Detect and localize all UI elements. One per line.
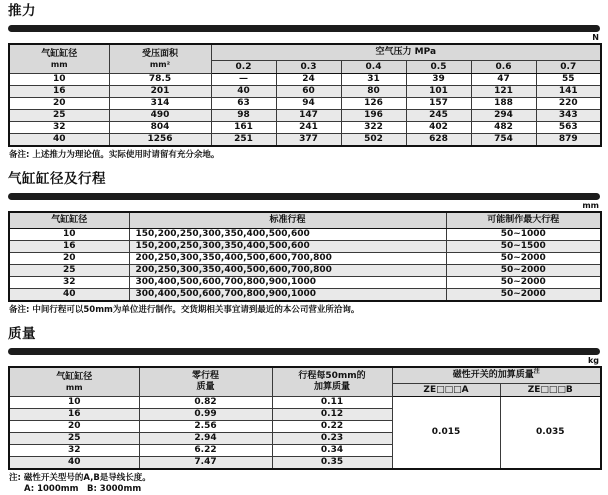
column-header-pressure-0-3: 0.3 <box>276 61 341 74</box>
bore-cell: 32 <box>9 277 129 289</box>
table-row <box>9 229 601 241</box>
header-row <box>9 212 601 229</box>
cell: 7.47 <box>139 457 272 470</box>
cell: 314 <box>109 98 211 110</box>
cell: 50~2000 <box>446 289 601 302</box>
cell: 0.35 <box>272 457 392 470</box>
unit-label-mm: mm <box>582 201 599 210</box>
bore-cell: 40 <box>9 289 129 302</box>
section-thrust <box>8 3 600 161</box>
cell: 251 <box>211 134 276 147</box>
column-header-area-label: 受压面积 <box>141 48 178 59</box>
mass-note-line2: A: 1000mm B: 3000mm <box>24 484 142 494</box>
section-stroke <box>8 171 600 316</box>
cell: 50~2000 <box>446 265 601 277</box>
column-header-bore-label: 气缸缸径 <box>56 371 93 382</box>
bore-cell: 20 <box>9 98 109 110</box>
column-header-switch-b: ZE□□□B <box>500 384 601 397</box>
cell: 402 <box>406 122 471 134</box>
column-header-switch-group <box>392 367 601 384</box>
cell: 2.94 <box>139 433 272 445</box>
table-row <box>9 134 601 147</box>
section-title-mass: 质量 <box>8 326 36 342</box>
column-header-area <box>109 44 211 74</box>
cell: 6.22 <box>139 445 272 457</box>
unit-label-kg: kg <box>587 356 599 365</box>
cell: 343 <box>536 110 601 122</box>
cell: 502 <box>341 134 406 147</box>
cell: 50~2000 <box>446 277 601 289</box>
cell: 0.12 <box>272 409 392 421</box>
bore-cell: 10 <box>9 229 129 241</box>
column-header-pressure-0-2: 0.2 <box>211 61 276 74</box>
column-header-max-stroke: 可能制作最大行程 <box>446 212 601 229</box>
cell: 50~1000 <box>446 229 601 241</box>
cell: 0.11 <box>272 397 392 409</box>
bore-cell: 32 <box>9 122 109 134</box>
mass-note-line1: 注: 磁性开关型号的A,B是导线长度。 <box>9 473 151 483</box>
bore-cell: 25 <box>9 265 129 277</box>
cell: 754 <box>471 134 536 147</box>
table-row <box>9 98 601 110</box>
column-header-pressure-0-6: 0.6 <box>471 61 536 74</box>
cell: 628 <box>406 134 471 147</box>
cell: 60 <box>276 86 341 98</box>
cell: 245 <box>406 110 471 122</box>
column-header-switch-a: ZE□□□A <box>392 384 500 397</box>
table-row <box>9 277 601 289</box>
column-header-pressure-group: 空气压力 MPa <box>211 44 601 61</box>
section-mass <box>8 326 600 495</box>
column-header-zero-stroke-line1: 零行程 <box>191 371 219 381</box>
cell: 490 <box>109 110 211 122</box>
switch-b-mass-cell: 0.035 <box>500 397 601 470</box>
cell: 78.5 <box>109 74 211 86</box>
table-row <box>9 253 601 265</box>
cell: 804 <box>109 122 211 134</box>
cell: 141 <box>536 86 601 98</box>
cell: 294 <box>471 110 536 122</box>
table-row <box>9 241 601 253</box>
cell: 482 <box>471 122 536 134</box>
column-header-bore <box>9 44 109 74</box>
cell: 200,250,300,350,400,500,600,700,800 <box>129 265 446 277</box>
column-header-zero-stroke-line2: 质量 <box>196 382 215 392</box>
cell: 161 <box>211 122 276 134</box>
cell: 50~1500 <box>446 241 601 253</box>
table-row <box>9 289 601 302</box>
cell: 300,400,500,600,700,800,900,1000 <box>129 289 446 302</box>
cell: 121 <box>471 86 536 98</box>
cell: 157 <box>406 98 471 110</box>
section-divider-bar <box>8 25 600 32</box>
column-header-per50-line2: 加算质量 <box>313 382 350 392</box>
cell: 377 <box>276 134 341 147</box>
table-row <box>9 74 601 86</box>
cell: 40 <box>211 86 276 98</box>
cell: 24 <box>276 74 341 86</box>
section-title-stroke: 气缸缸径及行程 <box>8 171 106 187</box>
bore-cell: 20 <box>9 421 139 433</box>
cell: 220 <box>536 98 601 110</box>
table-row <box>9 110 601 122</box>
column-header-per50mm-mass <box>272 367 392 397</box>
table-row <box>9 122 601 134</box>
cell: 200,250,300,350,400,500,600,700,800 <box>129 253 446 265</box>
bore-cell: 32 <box>9 445 139 457</box>
cell: 201 <box>109 86 211 98</box>
cell: 39 <box>406 74 471 86</box>
cell: 0.23 <box>272 433 392 445</box>
header-row <box>9 44 601 61</box>
column-header-bore-unit: mm <box>50 59 68 69</box>
cell: 241 <box>276 122 341 134</box>
cell: — <box>211 74 276 86</box>
bore-cell: 10 <box>9 74 109 86</box>
bore-cell: 25 <box>9 110 109 122</box>
switch-group-label: 磁性开关的加算质量 <box>452 370 534 380</box>
cell: 47 <box>471 74 536 86</box>
stroke-table <box>8 211 602 302</box>
cell: 0.99 <box>139 409 272 421</box>
bore-cell: 16 <box>9 409 139 421</box>
column-header-per50-line1: 行程每50mm的 <box>298 371 366 381</box>
column-header-zero-stroke-mass <box>139 367 272 397</box>
cell: 322 <box>341 122 406 134</box>
bore-cell: 10 <box>9 397 139 409</box>
thrust-note: 备注: 上述推力为理论值。实际使用时请留有充分余地。 <box>9 150 220 160</box>
cell: 101 <box>406 86 471 98</box>
unit-label-n: N <box>592 33 599 42</box>
bore-cell: 20 <box>9 253 129 265</box>
bore-cell: 40 <box>9 134 109 147</box>
switch-group-note-marker: 注 <box>533 368 540 375</box>
cell: 879 <box>536 134 601 147</box>
cell: 0.22 <box>272 421 392 433</box>
column-header-standard-stroke: 标准行程 <box>129 212 446 229</box>
column-header-bore: 气缸缸径 <box>9 212 129 229</box>
table-row <box>9 397 601 409</box>
column-header-pressure-0-7: 0.7 <box>536 61 601 74</box>
mass-table <box>8 366 602 470</box>
thrust-table <box>8 43 602 147</box>
cell: 50~2000 <box>446 253 601 265</box>
cell: 188 <box>471 98 536 110</box>
table-row <box>9 86 601 98</box>
cell: 150,200,250,300,350,400,500,600 <box>129 229 446 241</box>
cell: 63 <box>211 98 276 110</box>
bore-cell: 16 <box>9 86 109 98</box>
bore-cell: 25 <box>9 433 139 445</box>
stroke-note: 备注: 中间行程可以50mm为单位进行制作。交货期相关事宜请到最近的本公司营业所洽询。 <box>9 305 360 315</box>
cell: 1256 <box>109 134 211 147</box>
cell: 31 <box>341 74 406 86</box>
bore-cell: 40 <box>9 457 139 470</box>
bore-cell: 16 <box>9 241 129 253</box>
column-header-pressure-0-5: 0.5 <box>406 61 471 74</box>
column-header-pressure-0-4: 0.4 <box>341 61 406 74</box>
cell: 150,200,250,300,350,400,500,600 <box>129 241 446 253</box>
header-row <box>9 367 601 384</box>
cell: 2.56 <box>139 421 272 433</box>
cell: 0.34 <box>272 445 392 457</box>
section-title-thrust: 推力 <box>8 3 36 19</box>
cell: 0.82 <box>139 397 272 409</box>
cell: 300,400,500,600,700,800,900,1000 <box>129 277 446 289</box>
column-header-bore-unit: mm <box>65 382 83 392</box>
cell: 196 <box>341 110 406 122</box>
cell: 98 <box>211 110 276 122</box>
cell: 563 <box>536 122 601 134</box>
cell: 94 <box>276 98 341 110</box>
cell: 80 <box>341 86 406 98</box>
cell: 126 <box>341 98 406 110</box>
table-row <box>9 265 601 277</box>
column-header-area-unit: mm² <box>149 59 171 69</box>
cell: 55 <box>536 74 601 86</box>
section-divider-bar <box>8 348 600 355</box>
section-divider-bar <box>8 193 600 200</box>
column-header-bore-label: 气缸缸径 <box>41 48 78 59</box>
switch-a-mass-cell: 0.015 <box>392 397 500 470</box>
column-header-bore <box>9 367 139 397</box>
cell: 147 <box>276 110 341 122</box>
